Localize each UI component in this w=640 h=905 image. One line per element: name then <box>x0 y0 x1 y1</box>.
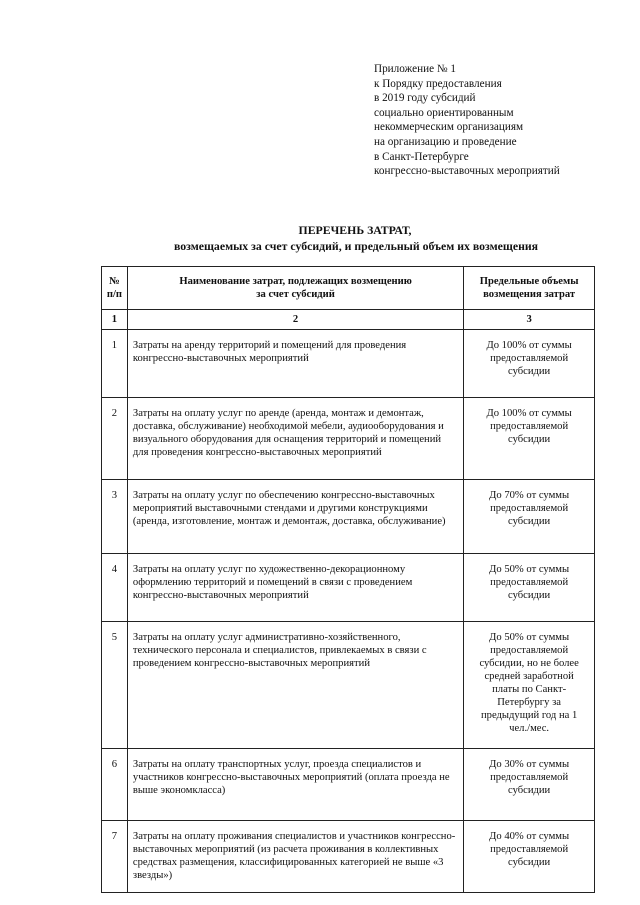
document-title <box>0 223 640 254</box>
costs-table <box>101 266 595 893</box>
appendix-line: к Порядку предоставления <box>374 77 502 90</box>
column-number: 3 <box>464 310 595 330</box>
header-limit-line-2: возмещения затрат <box>483 289 576 300</box>
cost-name: Затраты на оплату услуг по обеспечению конгрессно-выставочных мероприятий выставочными стендами и другими конструкциями (аренда, изготовление, монтаж и демонтаж, доставка, обслуживание) <box>127 480 463 554</box>
header-number-line-2: п/п <box>106 289 123 300</box>
cost-name: Затраты на оплату транспортных услуг, проезда специалистов и участников конгрессно-выставочных мероприятий (оплата проезда не выше экономкласса) <box>127 749 463 821</box>
table-header-row <box>102 267 595 310</box>
appendix-line: Приложение № 1 <box>374 63 456 75</box>
appendix-line: конгрессно-выставочных мероприятий <box>374 165 560 178</box>
appendix-line: в 2019 году субсидий <box>374 92 476 105</box>
row-number: 1 <box>102 330 128 398</box>
table-row <box>102 330 595 398</box>
cost-limit: До 30% от суммы предоставляемой субсидии <box>464 749 595 821</box>
appendix-line: на организацию и проведение <box>374 135 517 148</box>
table-row <box>102 398 595 480</box>
cost-name: Затраты на оплату услуг по аренде (аренда, монтаж и демонтаж, доставка, обслуживание) необходимой мебели, аудиооборудования и визуального оборудования для оснащения территорий и помещений для проведения конгрессно-выставочных мероприятий <box>127 398 463 480</box>
appendix-line: некоммерческим организациям <box>374 121 524 134</box>
row-number: 3 <box>102 480 128 554</box>
appendix-line: в Санкт-Петербурге <box>374 150 469 163</box>
header-cost-name-line-2: за счет субсидий <box>256 289 335 300</box>
cost-name: Затраты на оплату услуг административно-хозяйственного, технического персонала и специалистов, привлекаемых в связи с проведением конгрессно-выставочных мероприятий <box>127 622 463 749</box>
cost-limit: До 70% от суммы предоставляемой субсидии <box>464 480 595 554</box>
cost-limit: До 100% от суммы предоставляемой субсидии <box>464 330 595 398</box>
column-number: 2 <box>127 310 463 330</box>
row-number: 4 <box>102 554 128 622</box>
cost-limit: До 40% от суммы предоставляемой субсидии <box>464 821 595 893</box>
cost-name: Затраты на оплату услуг по художественно-декорационному оформлению территорий и помещений в связи с проведением конгрессно-выставочных мероприятий <box>127 554 463 622</box>
table-row <box>102 749 595 821</box>
header-cost-name <box>127 267 463 310</box>
table-row <box>102 622 595 749</box>
row-number: 7 <box>102 821 128 893</box>
column-numbers-row <box>102 310 595 330</box>
row-number: 2 <box>102 398 128 480</box>
table-row <box>102 554 595 622</box>
cost-limit: До 50% от суммы предоставляемой субсидии <box>464 554 595 622</box>
table-row <box>102 821 595 893</box>
header-limit <box>464 267 595 310</box>
title-line-2: возмещаемых за счет субсидий, и предельный объем их возмещения <box>173 238 539 253</box>
row-number: 6 <box>102 749 128 821</box>
header-limit-line-1: Предельные объемы <box>479 276 579 287</box>
cost-limit: До 100% от суммы предоставляемой субсидии <box>464 398 595 480</box>
header-number-line-1: № <box>109 276 120 287</box>
title-line-1: ПЕРЕЧЕНЬ ЗАТРАТ, <box>298 223 412 237</box>
appendix-line: социально ориентированным <box>374 106 514 119</box>
header-number <box>102 267 128 310</box>
appendix-block <box>374 62 614 179</box>
column-number: 1 <box>102 310 128 330</box>
cost-name: Затраты на оплату проживания специалистов и участников конгрессно-выставочных мероприятий (из расчета проживания в коллективных средствах размещения, классифицированных категорией не выше «3 звезды») <box>127 821 463 893</box>
cost-name: Затраты на аренду территорий и помещений для проведения конгрессно-выставочных мероприятий <box>127 330 463 398</box>
cost-limit: До 50% от суммы предоставляемой субсидии, но не более средней заработной платы по Санкт-Петербургу за предыдущий год на 1 чел./мес. <box>464 622 595 749</box>
row-number: 5 <box>102 622 128 749</box>
header-cost-name-line-1: Наименование затрат, подлежащих возмещению <box>179 276 412 287</box>
table-row <box>102 480 595 554</box>
